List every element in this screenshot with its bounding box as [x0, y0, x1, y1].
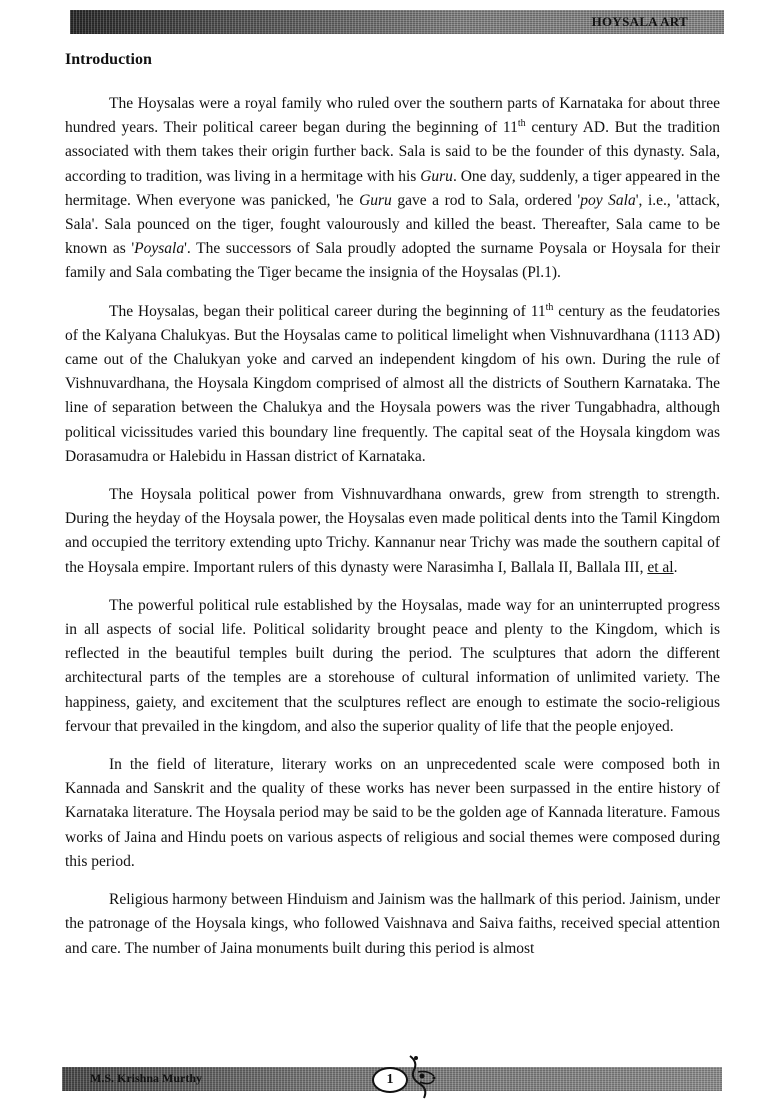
superscript: th [545, 301, 554, 313]
italic-term: Guru [420, 167, 453, 185]
text-run: century AD. But the tradition associated with them takes their origin further back. Sala is said to be the founder of this dynasty. Sala, according to tradition, was living in a hermitage with his [65, 119, 721, 185]
text-run: century as the feudatories of the Kalyana Chalukyas. But the Hoysalas came to political limelight when Vishnuvardhana (1113 AD) came out of the Chalukyan yoke and carved an independent kingdom of his own. During the rule of Vishnuvardhana, the Hoysala Kingdom comprised of almost all the districts of Southern Karnataka. The line of separation between the Chalukya and the Hoysala powers was the river Tungabhadra, although political vicissitudes varied this boundary line frequently. The capital seat of the Hoysala kingdom was Dorasamudra or Halebidu in Hassan district of Karnataka. [65, 302, 721, 465]
paragraph-3 [65, 483, 720, 580]
superscript: th [517, 118, 526, 130]
ornament-icon [404, 1052, 444, 1100]
footer-author: M.S. Krishna Murthy [90, 1071, 203, 1085]
underlined-term: et al [647, 558, 674, 576]
paragraph-6: Religious harmony between Hinduism and Jainism was the hallmark of this period. Jainism, under the patronage of the Hoysala kings, who followed Vaishnava and Saiva faiths, received special attention and care. The number of Jaina monuments built during this period is almost [65, 891, 720, 957]
paragraph-1 [65, 92, 720, 286]
italic-term: Guru [359, 191, 392, 209]
section-heading: Introduction [65, 51, 152, 68]
text-run: The Hoysala political power from Vishnuvardhana onwards, grew from strength to strength. During the heyday of the Hoysala power, the Hoysalas even made political dents into the Tamil Kingdom and occupied the territory extending upto Trichy. Kannanur near Trichy was made the southern capital of the Hoysala empire. Important rulers of this dynasty were Narasimha I, Ballala II, Ballala III, [65, 486, 720, 576]
text-run: '. The successors of Sala proudly adopted the surname Poysala or Hoysala for their family and Sala combating the Tiger became the insignia of the Hoysalas (Pl.1). [65, 240, 720, 282]
italic-term: Poysala [134, 240, 185, 258]
running-header-title: HOYSALA ART [591, 14, 688, 29]
text-run: . [673, 558, 678, 576]
text-run: . One day, suddenly, a tiger appeared in the hermitage. When everyone was panicked, 'he [65, 167, 720, 209]
text-run: gave a rod to Sala, ordered ' [391, 191, 581, 209]
text-run: The Hoysalas, began their political career during the beginning of 11 [109, 302, 546, 320]
page-number: 1 [372, 1067, 408, 1093]
paragraph-5: In the field of literature, literary works on an unprecedented scale were composed both in Kannada and Sanskrit and the quality of these works has never been surpassed in the entire history of Karnataka literature. The Hoysala period may be said to be the golden age of Kannada literature. Famous works of Jaina and Hindu poets on various aspects of religious and social themes were composed during this period. [65, 756, 720, 870]
text-run: The Hoysalas were a royal family who ruled over the southern parts of Karnataka for about three hundred years. Their political career began during the beginning of 11 [65, 95, 720, 137]
running-header [70, 10, 724, 34]
text-run: ', i.e., 'attack, Sala'. Sala pounced on the tiger, fought valourously and killed the beast. Thereafter, Sala came to be known as ' [65, 191, 720, 258]
paragraph-4: The powerful political rule established by the Hoysalas, made way for an uninterrupted progress in all aspects of social life. Political solidarity brought peace and plenty to the Kingdom, which is reflected in the beautiful temples built during the period. The sculptures that adorn the different architectural parts of the temples are a storehouse of cultural information of unlimited variety. The happiness, gaiety, and excitement that the sculptures reflect are enough to estimate the socio-religious fervour that prevailed in the kingdom, and also the superior quality of life that the people enjoyed. [65, 596, 720, 735]
page-content [65, 50, 720, 961]
paragraph-2 [65, 300, 720, 469]
italic-term: poy Sala [580, 191, 636, 209]
